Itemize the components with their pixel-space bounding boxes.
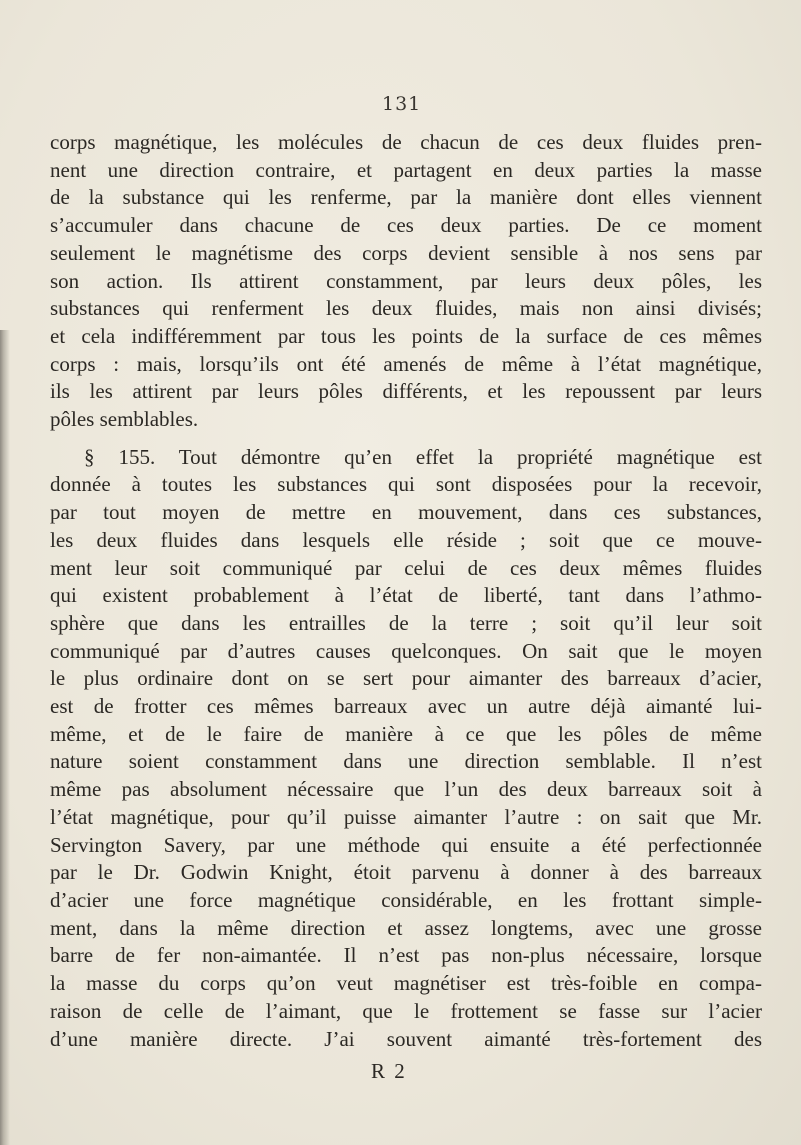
signature-mark: R 2 — [371, 1059, 407, 1083]
text-line: son action. Ils attirent constamment, par leurs deux pôles, les — [50, 268, 762, 293]
page-number: 131 — [382, 93, 422, 115]
text-line: ils les attirent par leurs pôles différents, et les repoussent par leurs — [50, 379, 762, 404]
text-line: seulement le magnétisme des corps devient sensible à nos sens par — [50, 240, 762, 265]
text-line: est de frotter ces mêmes barreaux avec un autre déjà aimanté lui- — [50, 694, 762, 719]
text-line: par le Dr. Godwin Knight, étoit parvenu à donner à des barreaux — [50, 860, 762, 885]
text-line: d’acier une force magnétique considérable, en les frottant simple- — [50, 887, 762, 912]
text-line: corps magnétique, les molécules de chacun de ces deux fluides pren- — [50, 130, 762, 154]
text-line: l’état magnétique, pour qu’il puisse aimanter l’autre : on sait que Mr. — [50, 804, 762, 829]
text-line: communiqué par d’autres causes quelconques. On sait que le moyen — [50, 638, 762, 663]
text-line: de la substance qui les renferme, par la manière dont elles viennent — [50, 185, 762, 210]
text-line: § 155. Tout démontre qu’en effet la propriété magnétique est — [84, 444, 762, 469]
text-line: sphère que dans les entrailles de la terre ; soit qu’il leur soit — [50, 610, 762, 635]
text-line: ment, dans la même direction et assez longtems, avec une grosse — [50, 915, 762, 940]
text-line: même pas absolument nécessaire que l’un des deux barreaux soit à — [50, 777, 762, 802]
body-text — [50, 129, 762, 1053]
text-line: Servington Savery, par une méthode qui ensuite a été perfectionnée — [50, 832, 762, 857]
text-line: d’une manière directe. J’ai souvent aimanté très-fortement des — [50, 1026, 762, 1051]
text-line: s’accumuler dans chacune de ces deux parties. De ce moment — [50, 213, 762, 238]
paragraph-2 — [50, 444, 762, 1053]
text-line: nent une direction contraire, et partagent en deux parties la masse — [50, 157, 762, 182]
text-line: pôles semblables. — [50, 407, 199, 432]
text-line: donnée à toutes les substances qui sont disposées pour la recevoir, — [50, 472, 762, 497]
text-line: barre de fer non-aimantée. Il n’est pas non-plus nécessaire, lorsque — [50, 943, 762, 968]
text-line: la masse du corps qu’on veut magnétiser est très-foible en compa- — [50, 971, 762, 996]
text-line: et cela indifféremment par tous les points de la surface de ces mêmes — [50, 323, 762, 348]
text-line: raison de celle de l’aimant, que le frottement se fasse sur l’acier — [50, 998, 762, 1023]
text-line: substances qui renferment les deux fluides, mais non ainsi divisés; — [50, 296, 762, 321]
text-line: le plus ordinaire dont on se sert pour aimanter des barreaux d’acier, — [50, 666, 762, 691]
text-line: qui existent probablement à l’état de liberté, tant dans l’athmo- — [50, 583, 762, 608]
text-line: ment leur soit communiqué par celui de ces deux mêmes fluides — [50, 555, 762, 580]
paragraph-1 — [50, 129, 762, 434]
page-binding-shadow — [0, 330, 10, 1145]
text-line: nature soient constamment dans une direction semblable. Il n’est — [50, 749, 762, 774]
text-line: même, et de le faire de manière à ce que les pôles de même — [50, 721, 762, 746]
text-line: par tout moyen de mettre en mouvement, dans ces substances, — [50, 500, 762, 525]
text-line: corps : mais, lorsqu’ils ont été amenés de même à l’état magnétique, — [50, 351, 762, 376]
text-line: les deux fluides dans lesquels elle réside ; soit que ce mouve- — [50, 527, 762, 552]
